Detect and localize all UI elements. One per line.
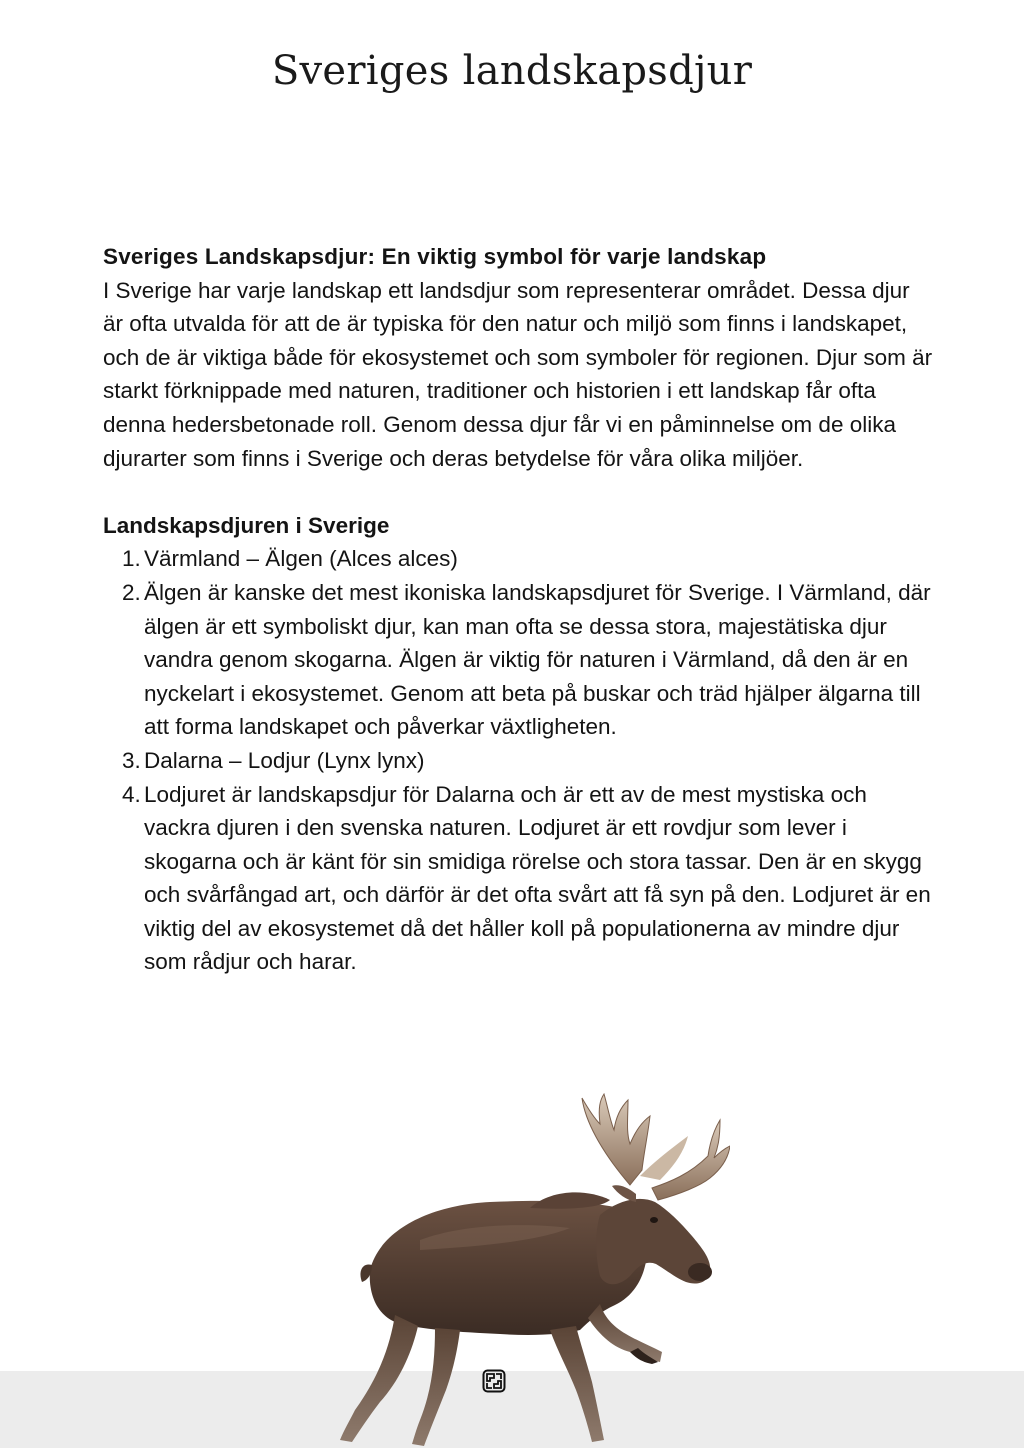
list-item (103, 576, 933, 744)
list-item-text: Dalarna – Lodjur (Lynx lynx) (144, 747, 425, 773)
list-heading: Landskapsdjuren i Sverige (103, 512, 390, 538)
list-item-number: 2. (122, 579, 141, 605)
list-item-number: 3. (122, 747, 141, 773)
list-item (103, 778, 933, 980)
document-body (103, 240, 933, 979)
puzzle-logo-icon (482, 1369, 506, 1393)
list-item-text: Värmland – Älgen (Alces alces) (144, 546, 458, 572)
moose-illustration (300, 1090, 730, 1448)
list-item-number: 1. (122, 546, 141, 572)
list-item-number: 4. (122, 781, 141, 807)
page-title: Sveriges landskapsdjur (271, 48, 753, 94)
list-item-text: Lodjuret är landskapsdjur för Dalarna och är ett av de mest mystiska och vackra djuren i den svenska naturen. Lodjuret är ett rovdjur som lever i skogarna och är känt för sin smidiga rörelse och stora tassar. Den är en skygg och svårfångad art, och därför är det ofta svårt att få syn på den. Lodjuret är en viktig del av ekosystemet då det håller koll på populationerna av mindre djur som rådjur och harar. (144, 781, 931, 975)
intro-heading: Sveriges Landskapsdjur: En viktig symbol för varje landskap (103, 244, 767, 269)
animal-list (103, 542, 933, 979)
list-item (103, 542, 933, 576)
paragraph-spacer (103, 475, 933, 509)
list-item (103, 744, 933, 778)
intro-paragraph: I Sverige har varje landskap ett landsdjur som representerar området. Dessa djur är ofta utvalda för att de är typiska för den natur och miljö som finns i landskapet, och de är viktiga både för ekosystemet och som symboler för regionen. Djur som är starkt förknippade med naturen, traditioner och historien i ett landskap får ofta denna hedersbetonade roll. Genom dessa djur får vi en påminnelse om de olika djurarter som finns i Sverige och deras betydelse för våra olika miljöer. (103, 277, 933, 471)
list-item-text: Älgen är kanske det mest ikoniska landskapsdjuret för Sverige. I Värmland, där älgen är ett symboliskt djur, kan man ofta se dessa stora, majestätiska djur vandra genom skogarna. Älgen är viktig för naturen i Värmland, då den är en nyckelart i ekosystemet. Genom att beta på buskar och träd hjälper älgarna till att forma landskapet och påverkar växtligheten. (144, 579, 931, 740)
